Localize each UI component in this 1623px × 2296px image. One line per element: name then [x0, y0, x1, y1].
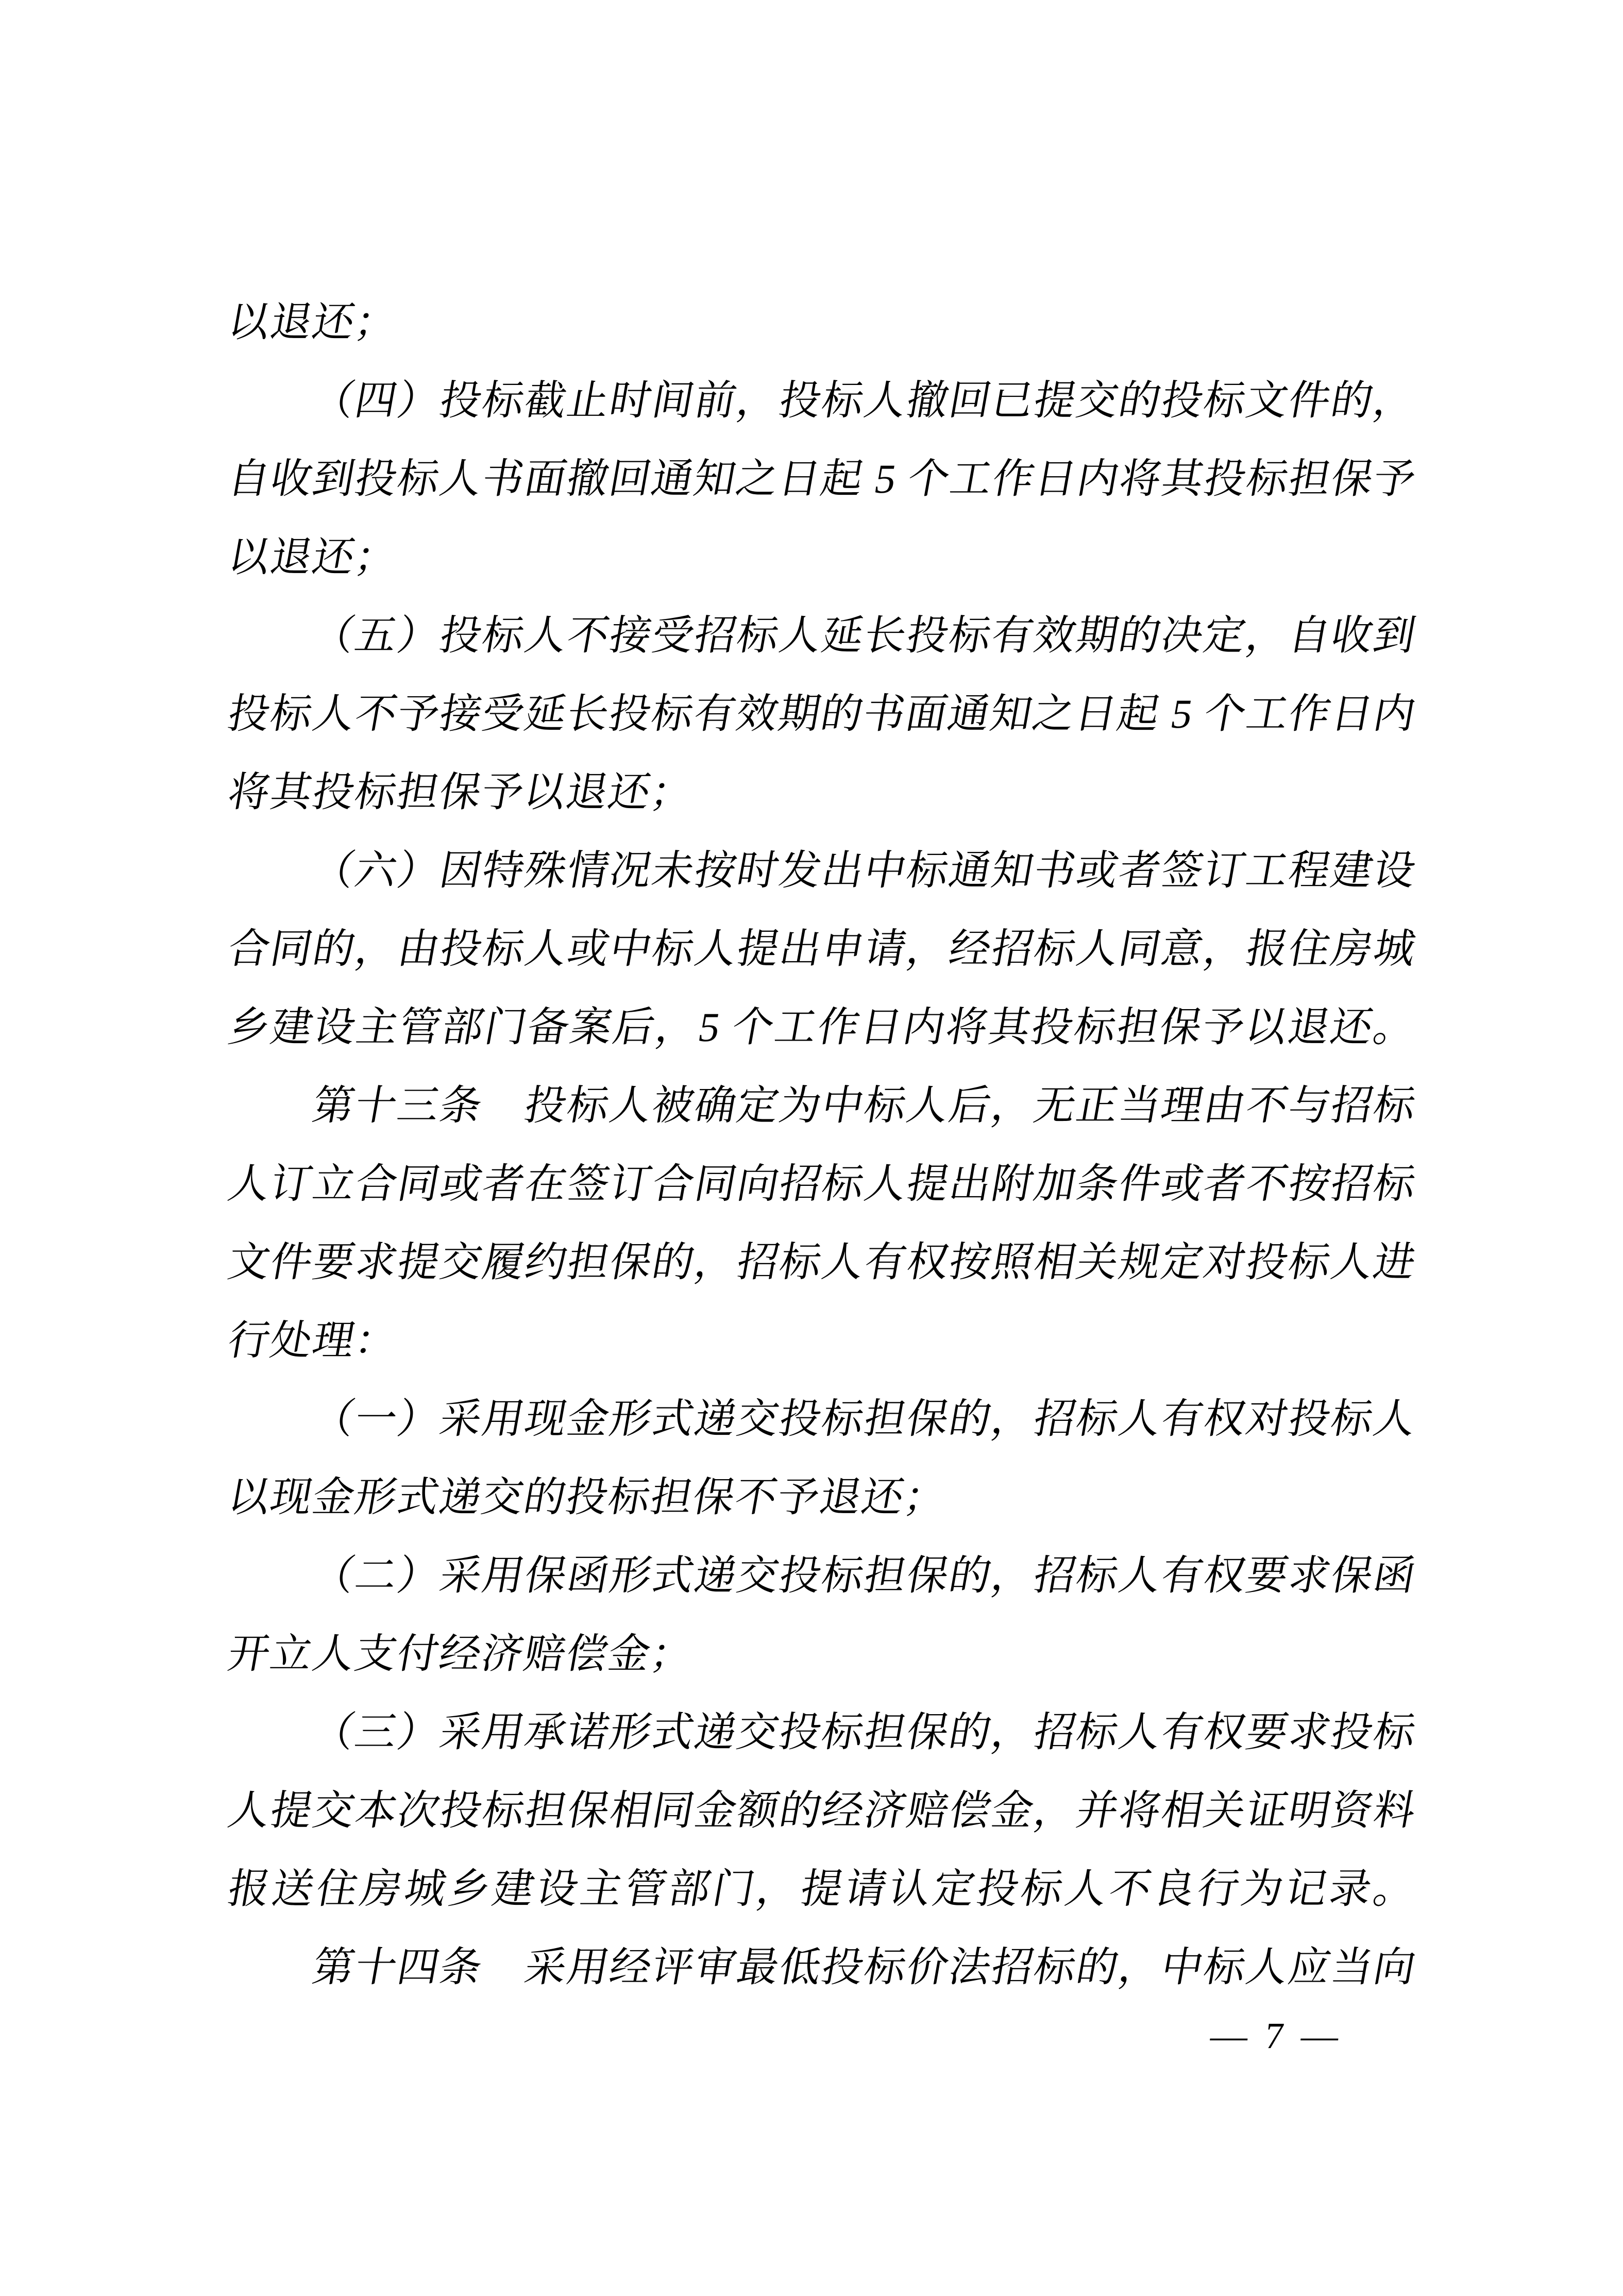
text-line: （二）采用保函形式递交投标担保的，招标人有权要求保函 [309, 1553, 1421, 1599]
text-line: 行处理： [224, 1318, 402, 1364]
text-line: 投标人不予接受延长投标有效期的书面通知之日起 5 个工作日内 [224, 692, 1421, 737]
text-line: 以退还； [224, 535, 402, 580]
text-line: 将其投标担保予以退还； [224, 770, 698, 815]
text-line: 以退还； [224, 300, 402, 345]
text-line: 文件要求提交履约担保的，招标人有权按照相关规定对投标人进 [224, 1240, 1421, 1285]
text-line: 开立人支付经济赔偿金； [224, 1632, 698, 1677]
text-line: 人提交本次投标担保相同金额的经济赔偿金，并将相关证明资料 [224, 1788, 1421, 1834]
text-line: 乡建设主管部门备案后，5 个工作日内将其投标担保予以退还。 [224, 1005, 1421, 1050]
text-line: （一）采用现金形式递交投标担保的，招标人有权对投标人 [309, 1397, 1421, 1442]
text-line: 合同的，由投标人或中标人提出申请，经招标人同意，报住房城 [224, 927, 1421, 972]
text-line: 报送住房城乡建设主管部门，提请认定投标人不良行为记录。 [224, 1867, 1421, 1912]
text-line: （四）投标截止时间前，投标人撤回已提交的投标文件的， [309, 378, 1421, 424]
document-body [222, 283, 1421, 2007]
text-line: （五）投标人不接受招标人延长投标有效期的决定，自收到 [309, 613, 1421, 659]
text-line: 第十四条 采用经评审最低投标价法招标的，中标人应当向 [309, 1945, 1421, 1990]
text-line: （三）采用承诺形式递交投标担保的，招标人有权要求投标 [309, 1710, 1421, 1755]
page-number: — 7 — [1208, 2015, 1345, 2056]
text-line: 人订立合同或者在签订合同向招标人提出附加条件或者不按招标 [224, 1162, 1421, 1207]
text-line: 第十三条 投标人被确定为中标人后，无正当理由不与招标 [309, 1083, 1421, 1129]
text-line: （六）因特殊情况未按时发出中标通知书或者签订工程建设 [309, 848, 1421, 894]
text-line: 以现金形式递交的投标担保不予退还； [224, 1475, 951, 1520]
text-line: 自收到投标人书面撤回通知之日起 5 个工作日内将其投标担保予 [224, 457, 1421, 502]
